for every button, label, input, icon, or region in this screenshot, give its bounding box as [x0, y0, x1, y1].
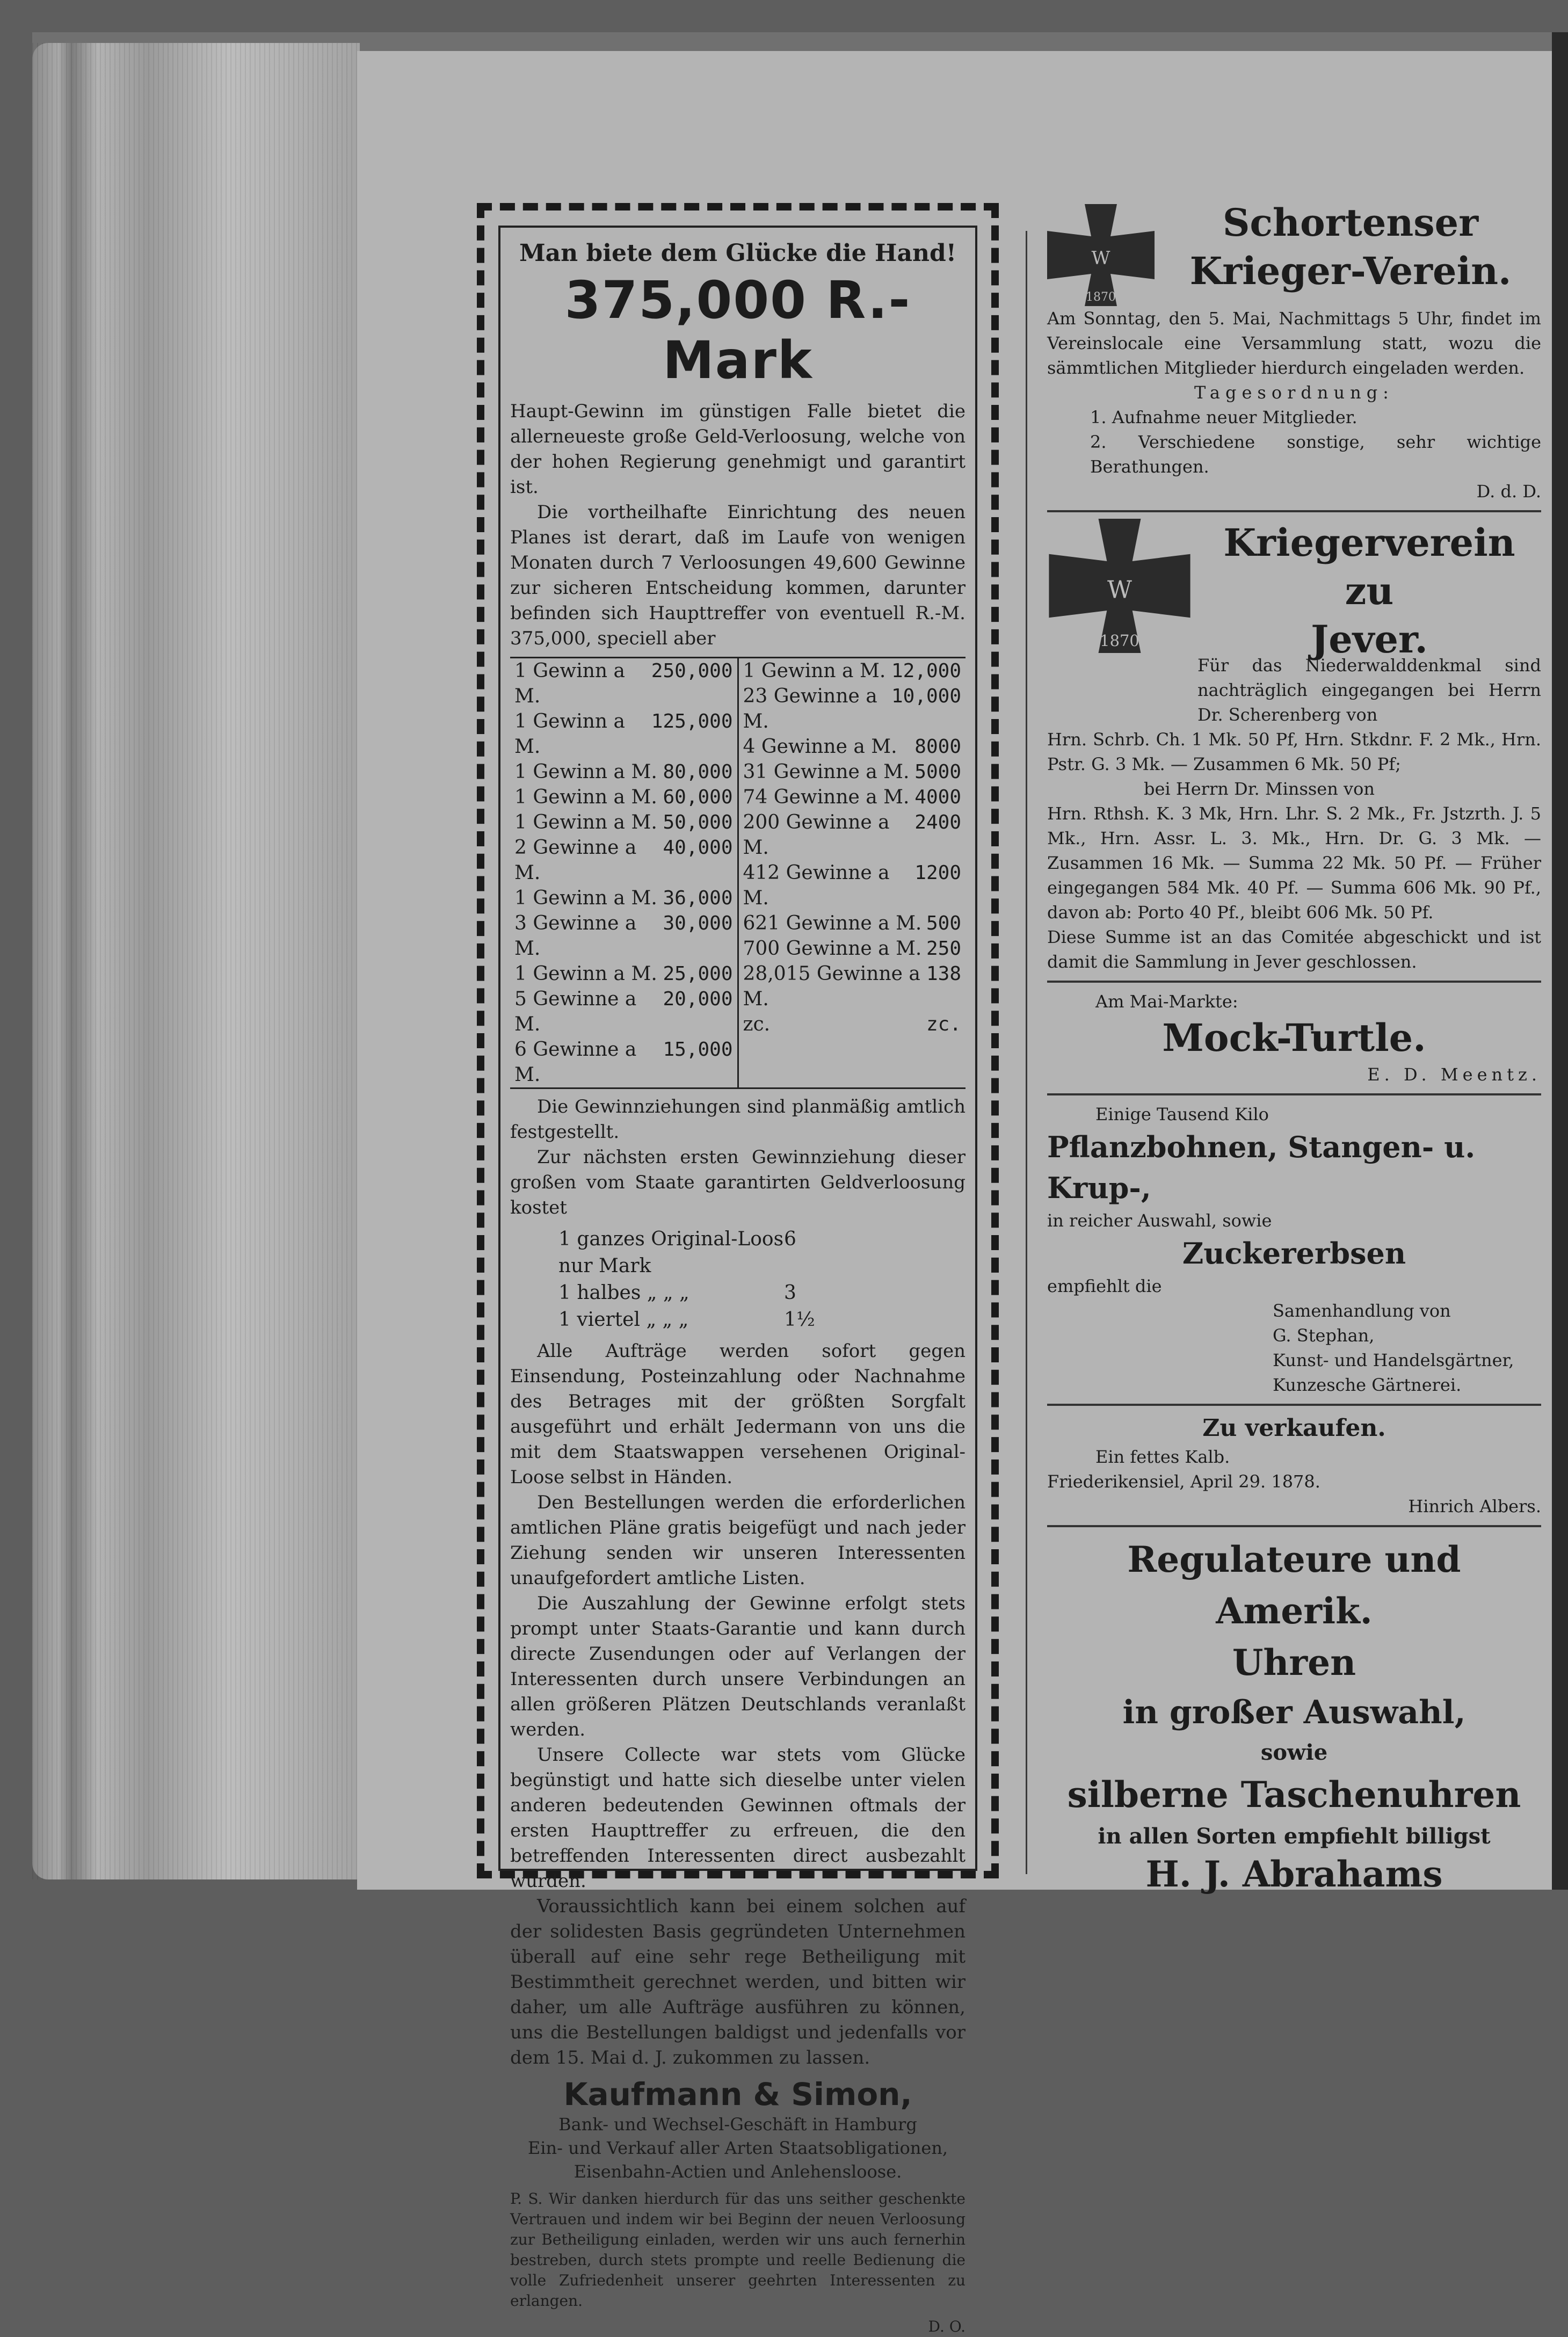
lottery-advertisement: [477, 203, 999, 2335]
block5-title: Zu verkaufen.: [1202, 1414, 1386, 1442]
block1-sign: D. d. D.: [1476, 481, 1541, 502]
column-divider: [1026, 231, 1027, 1874]
ad-paragraph: Zur nächsten ersten Gewinnziehung dieser großen vom Staate garantirten Geldverloosung kostet: [510, 1146, 966, 1218]
block1-header: [1047, 199, 1541, 306]
ad-paragraph: Die Gewinnziehungen sind planmäßig amtlich festgestellt.: [510, 1096, 966, 1143]
block4-text: in reicher Auswahl, sowie: [1047, 1210, 1272, 1231]
ad-slogan: Man biete dem Glücke die Hand!: [519, 239, 957, 267]
ad-intro: Haupt-Gewinn im günstigen Falle bietet die allerneueste große Geld-Verloosung, welche von der hohen Regierung genehmigt und garantirt ist.: [510, 401, 966, 498]
prize-row: zc. zc.: [743, 1013, 961, 1035]
prize-column-right: [739, 658, 966, 1087]
divider: [1047, 1093, 1541, 1095]
block2-title: Kriegerverein zu: [1223, 520, 1515, 613]
prize-column-left: [510, 658, 739, 1087]
ticket-price-row: 1 halbes „ „ „ 3: [558, 1282, 796, 1304]
ticket-prices: [558, 1226, 966, 1333]
svg-text:1870: 1870: [1100, 631, 1139, 650]
prize-row: 1 Gewinn a M. 36,000: [514, 887, 733, 909]
right-column: [1047, 199, 1541, 1895]
block4-sign: Samenhandlung von: [1273, 1301, 1451, 1321]
block2-text: Für das Niederwalddenkmal sind nachträglich eingegangen bei Herrn Dr. Scherenberg von: [1197, 655, 1541, 725]
divider: [1047, 1404, 1541, 1406]
firm-name: Kaufmann & Simon,: [563, 2076, 912, 2113]
agenda-item: 2. Verschiedene sonstige, sehr wichtige Berathungen.: [1090, 432, 1541, 477]
block4-sign: Kunst- und Handelsgärtner,: [1273, 1350, 1514, 1370]
prize-row: 1 Gewinn a M. 60,000: [514, 786, 733, 808]
prize-row: 28,015 Gewinne a M. 138: [743, 963, 961, 1010]
prize-row: 3 Gewinne a M. 30,000: [514, 912, 733, 960]
block3-title: Mock-Turtle.: [1162, 1015, 1426, 1060]
postscript-sign: D. O.: [928, 2318, 966, 2335]
prize-row: 700 Gewinne a M. 250: [743, 938, 961, 960]
firm-subtitle: Bank- und Wechsel-Geschäft in Hamburg: [558, 2114, 917, 2135]
ad-paragraph: Den Bestellungen werden die erforderlichen amtlichen Pläne gratis beigefügt und nach jeder Ziehung senden wir unseren Interessenten unaufgefordert amtliche Listen.: [510, 1492, 966, 1589]
block4-title: Pflanzbohnen, Stangen- u. Krup-,: [1047, 1130, 1476, 1205]
prize-row: 1 Gewinn a M. 12,000: [743, 660, 961, 682]
block4-text-2: empfiehlt die: [1047, 1276, 1162, 1296]
prize-row: 23 Gewinne a M. 10,000: [743, 685, 961, 732]
scan-right-edge: [1552, 32, 1568, 1890]
prize-row: 1 Gewinn a M. 250,000: [514, 660, 733, 707]
svg-text:1870: 1870: [1086, 291, 1116, 304]
prize-row: 1 Gewinn a M. 80,000: [514, 761, 733, 783]
ad-paragraph: Voraussichtlich kann bei einem solchen auf der solidesten Basis gegründeten Unternehmen überall auf eine sehr rege Betheiligung mit Bestimmtheit gerechnet werden, und bitten wir daher, um alle Aufträge ausführen zu können, uns die Bestellungen baldigst und jedenfalls vor dem 15. Mai d. J. zukommen zu lassen.: [510, 1896, 966, 2069]
block5-place: Friederikensiel, April 29. 1878.: [1047, 1471, 1320, 1492]
block6-line: in allen Sorten empfiehlt billigst: [1098, 1824, 1491, 1849]
block4-line: Einige Tausend Kilo: [1095, 1104, 1269, 1124]
ad-paragraph: Die vortheilhafte Einrichtung des neuen Planes ist derart, daß im Laufe von wenigen Monaten durch 7 Verloosungen 49,600 Gewinne zur sicheren Entscheidung kommen, darunter befinden sich Haupttreffer von eventuell R.-M. 375,000, speciell aber: [510, 502, 966, 649]
divider: [1047, 1525, 1541, 1527]
agenda-item: 1. Aufnahme neuer Mitglieder.: [1090, 407, 1358, 427]
block6-line: in großer Auswahl,: [1122, 1694, 1466, 1731]
ad-paragraph: Alle Aufträge werden sofort gegen Einsendung, Posteinzahlung oder Nachnahme des Betrages mit der größten Sorgfalt ausgeführt und erhält Jedermann von uns die mit dem Staatswappen versehenen Original-Loose selbst in Händen.: [510, 1340, 966, 1488]
block2-text: Hrn. Rthsh. K. 3 Mk, Hrn. Lhr. S. 2 Mk., Fr. Jstzrth. J. 5 Mk., Hrn. Assr. L. 3. Mk., Hrn. Dr. G. 3 Mk. — Zusammen 16 Mk. — Summa 22 Mk. 50 Pf. — Früher eingegangen 584 Mk. 40 Pf. — Summa 606 Mk. 90 Pf., davon ab: Porto 40 Pf., bleibt 606 Mk. 50 Pf.: [1047, 803, 1541, 923]
prize-row: 2 Gewinne a M. 40,000: [514, 837, 733, 884]
svg-text:W: W: [1091, 248, 1110, 269]
ad-headline: 375,000 R.-Mark: [564, 270, 911, 390]
prize-row: 4 Gewinne a M. 8000: [743, 736, 961, 758]
block2-text: bei Herrn Dr. Minssen von: [1144, 779, 1375, 799]
iron-cross-icon: [1047, 519, 1192, 653]
block6-line: sowie: [1260, 1740, 1328, 1765]
iron-cross-icon: [1047, 204, 1155, 306]
block2-text: Diese Summe ist an das Comitée abgeschickt und ist damit die Sammlung in Jever geschlossen.: [1047, 927, 1541, 972]
block1-text: Am Sonntag, den 5. Mai, Nachmittags 5 Uhr, findet im Vereinslocale eine Versammlung statt, wozu die sämmtlichen Mitglieder hierdurch eingeladen werden.: [1047, 308, 1541, 378]
block5-text: Ein fettes Kalb.: [1095, 1447, 1230, 1467]
block4-sign: G. Stephan,: [1273, 1325, 1375, 1346]
prize-row: 412 Gewinne a M. 1200: [743, 862, 961, 909]
block6-line: H. J. Abrahams: [1145, 1853, 1443, 1895]
block5-sign: Hinrich Albers.: [1408, 1496, 1541, 1516]
prize-row: 1 Gewinn a M. 125,000: [514, 710, 733, 758]
block2-header: [1047, 519, 1541, 662]
ad-paragraph: Die Auszahlung der Gewinne erfolgt stets prompt unter Staats-Garantie und kann durch directe Zusendungen oder auf Verlangen der Interessenten durch unsere Verbindungen an allen größeren Plätzen Deutschlands veranlaßt werden.: [510, 1593, 966, 1740]
block3-line: Am Mai-Markte:: [1095, 991, 1238, 1012]
block2-title-2: Jever.: [1311, 617, 1428, 662]
firm-description: Ein- und Verkauf aller Arten Staatsobligationen, Eisenbahn-Actien und Anlehensloose.: [527, 2138, 948, 2182]
block4-sign: Kunzesche Gärtnerei.: [1273, 1375, 1462, 1395]
postscript: P. S. Wir danken hierdurch für das uns seither geschenkte Vertrauen und indem wir bei Beginn der neuen Verloosung zur Betheiligung einladen, werden wir uns auch fernerhin bestreben, durch stets prompte und reelle Bedienung die volle Zufriedenheit unserer geehrten Interessenten zu erlangen.: [510, 2190, 966, 2310]
prize-row: 621 Gewinne a M. 500: [743, 912, 961, 934]
prize-row: 6 Gewinne a M. 15,000: [514, 1039, 733, 1086]
block3-sign: E. D. Meentz.: [1367, 1064, 1541, 1085]
ad-paragraph: Unsere Collecte war stets vom Glücke begünstigt und hatte sich dieselbe unter vielen anderen bedeutenden Gewinnen oftmals der ersten Haupttreffer zu erfreuen, die den betreffenden Interessenten direct ausbezahlt wurden.: [510, 1744, 966, 1892]
block6-line: Uhren: [1232, 1642, 1356, 1683]
ticket-price-row: 1 ganzes Original-Loos nur Mark 6: [558, 1228, 796, 1277]
prize-table: [510, 657, 966, 1089]
book-page-edges: [32, 43, 360, 1879]
block6-line: Regulateure und Amerik.: [1127, 1538, 1461, 1632]
prize-row: 1 Gewinn a M. 25,000: [514, 963, 733, 985]
prize-row: 1 Gewinn a M. 50,000: [514, 811, 733, 833]
block6-line: silberne Taschenuhren: [1067, 1774, 1521, 1816]
prize-row: 5 Gewinne a M. 20,000: [514, 988, 733, 1035]
prize-row: 74 Gewinne a M. 4000: [743, 786, 961, 808]
block1-title-2: Krieger-Verein.: [1189, 249, 1512, 293]
block2-text: Hrn. Schrb. Ch. 1 Mk. 50 Pf, Hrn. Stkdnr. F. 2 Mk., Hrn. Pstr. G. 3 Mk. — Zusammen 6 Mk. 50 Pf;: [1047, 729, 1541, 774]
prize-row: 31 Gewinne a M. 5000: [743, 761, 961, 783]
block1-title: Schortenser: [1222, 200, 1479, 245]
divider: [1047, 510, 1541, 512]
agenda-title: Tagesordnung:: [1194, 382, 1394, 403]
prize-row: 200 Gewinne a M. 2400: [743, 811, 961, 859]
ticket-price-row: 1 viertel „ „ „ 1½: [558, 1309, 815, 1331]
svg-text:W: W: [1107, 575, 1132, 604]
block4-title-2: Zuckererbsen: [1182, 1236, 1406, 1271]
divider: [1047, 981, 1541, 983]
